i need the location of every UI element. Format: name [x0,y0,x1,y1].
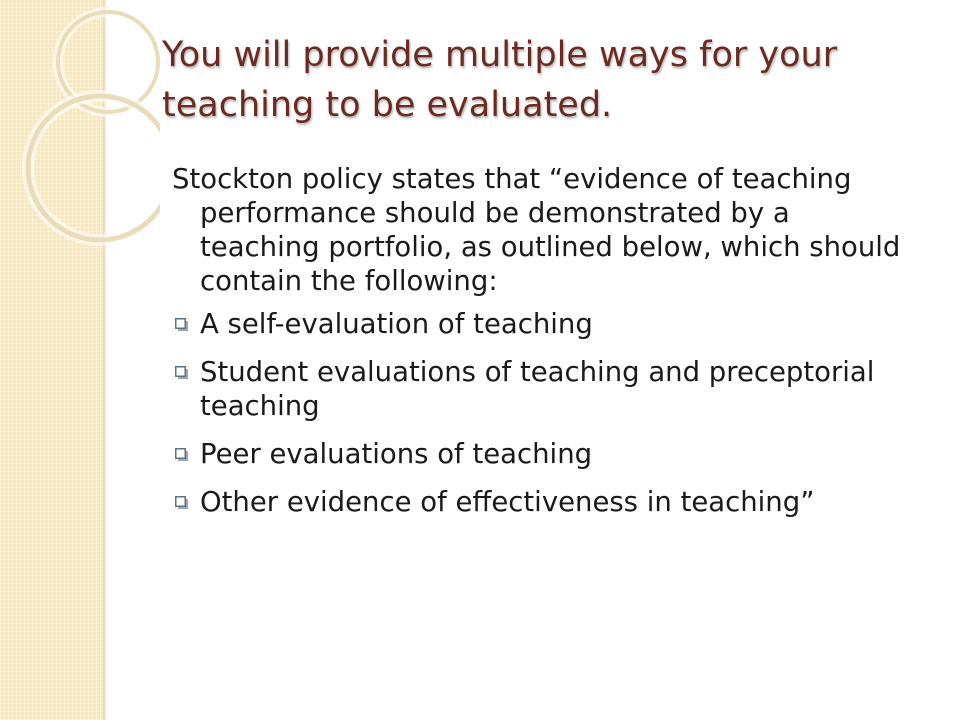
list-item [172,485,912,519]
slide-body [172,162,912,533]
list-item-text: A self-evaluation of teaching [200,308,593,340]
checkbox-square-icon [175,496,188,509]
slide-title: You will provide multiple ways for your teaching to be evaluated. [162,35,838,125]
checkbox-square-icon [175,448,188,461]
list-item-text: Student evaluations of teaching and preceptorial teaching [200,356,875,422]
list-item [172,307,912,341]
list-item-text: Other evidence of effectiveness in teaching” [200,486,815,518]
intro-paragraph: Stockton policy states that “evidence of teaching performance should be demonstrated by a teaching portfolio, as outlined below, which should contain the following: [172,163,901,297]
decorative-circles [0,0,160,260]
checkbox-square-icon [175,318,188,331]
bullet-list [172,307,912,519]
list-item-text: Peer evaluations of teaching [200,438,593,470]
checkbox-square-icon [175,366,188,379]
list-item [172,437,912,471]
list-item [172,355,912,423]
